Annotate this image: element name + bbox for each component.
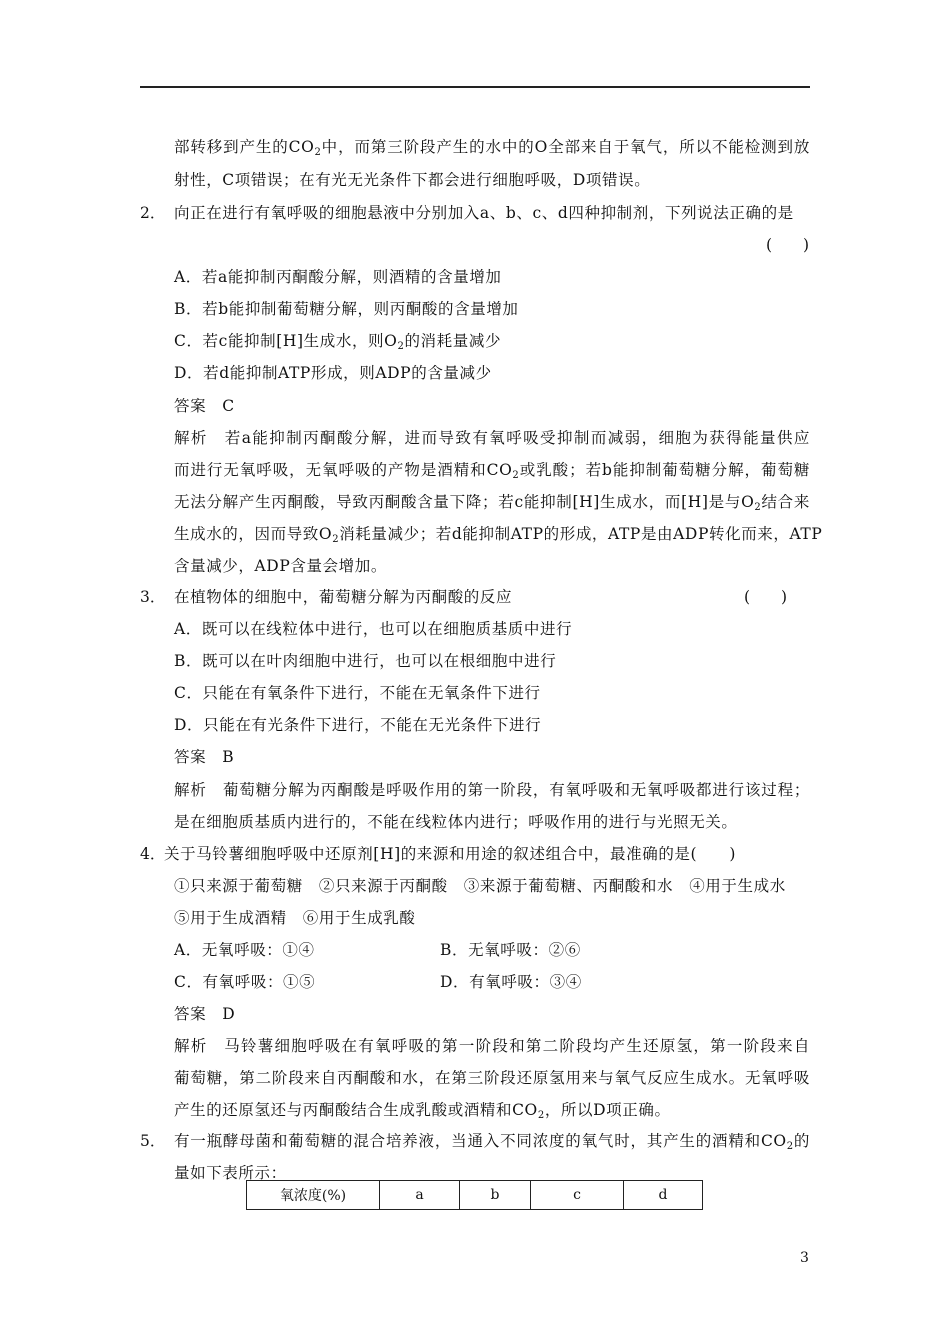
question-stem: 在植物体的细胞中，葡萄糖分解为丙酮酸的反应	[174, 588, 513, 606]
explanation-line: 产生的还原氢还与丙酮酸结合生成乳酸或酒精和$CO_2$，所以D项正确。	[174, 1101, 671, 1121]
option-c: C．有氧呼吸：①⑤	[174, 973, 316, 991]
option-b: B．若b能抑制葡萄糖分解，则丙酮酸的含量增加	[174, 300, 519, 318]
option-a: A．若a能抑制丙酮酸分解，则酒精的含量增加	[174, 268, 502, 286]
question-number: 2．	[140, 204, 166, 222]
option-d: D．只能在有光条件下进行，不能在无光条件下进行	[174, 716, 542, 734]
option-d: D．有氧呼吸：③④	[440, 973, 582, 991]
continuation-line-1: 部转移到产生的$CO_2$中，而第三阶段产生的水中的O全部来自于氧气，所以不能检测到放	[174, 138, 811, 158]
option-a: A．既可以在线粒体中进行，也可以在细胞质基质中进行	[174, 620, 573, 638]
continuation-line-2: 射性，C项错误；在有光无光条件下都会进行细胞呼吸，D项错误。	[174, 171, 651, 189]
question-number: 5．	[140, 1132, 166, 1150]
option-c: C．若c能抑制[H]生成水，则$O_2$的消耗量减少	[174, 332, 502, 352]
explanation-line: 葡萄糖，第二阶段来自丙酮酸和水，在第三阶段还原氢用来与氧气反应生成水。无氧呼吸	[174, 1069, 810, 1087]
explanation-line: 生成水的，因而导致$O_2$消耗量减少；若d能抑制ATP的形成，ATP是由ADP转化而来，ATP	[174, 525, 823, 545]
explanation-line: 而进行无氧呼吸，无氧呼吸的产物是酒精和$CO_2$或乳酸；若b能抑制葡萄糖分解，葡萄糖	[174, 461, 810, 481]
table-header-cell: c	[531, 1181, 624, 1210]
statement-items: ⑤用于生成酒精 ⑥用于生成乳酸	[174, 909, 416, 927]
answer-line: 答案 C	[174, 397, 235, 415]
option-a: A．无氧呼吸：①④	[174, 941, 315, 959]
question-stem: 关于马铃薯细胞呼吸中还原剂[H]的来源和用途的叙述组合中，最准确的是( )	[164, 845, 737, 863]
page-number: 3	[800, 1250, 809, 1266]
table-header-cell: 氧浓度(%)	[247, 1181, 380, 1210]
answer-bracket: ( )	[766, 236, 810, 254]
answer-line: 答案 D	[174, 1005, 236, 1023]
table-row	[247, 1181, 703, 1210]
statement-items: ①只来源于葡萄糖 ②只来源于丙酮酸 ③来源于葡萄糖、丙酮酸和水 ④用于生成水	[174, 877, 786, 895]
question-stem: 向正在进行有氧呼吸的细胞悬液中分别加入a、b、c、d四种抑制剂，下列说法正确的是	[174, 204, 794, 222]
explanation-line: 解析 若a能抑制丙酮酸分解，进而导致有氧呼吸受抑制而减弱，细胞为获得能量供应	[174, 429, 810, 447]
table-header-cell: b	[460, 1181, 531, 1210]
question-stem: 有一瓶酵母菌和葡萄糖的混合培养液，当通入不同浓度的氧气时，其产生的酒精和$CO_2$的	[174, 1132, 810, 1152]
explanation-line: 是在细胞质基质内进行的，不能在线粒体内进行；呼吸作用的进行与光照无关。	[174, 813, 738, 831]
option-d: D．若d能抑制ATP形成，则ADP的含量减少	[174, 364, 492, 382]
question-stem-continued: 量如下表所示：	[174, 1164, 287, 1182]
option-b: B．无氧呼吸：②⑥	[440, 941, 581, 959]
explanation-line: 无法分解产生丙酮酸，导致丙酮酸含量下降；若c能抑制[H]生成水，而[H]是与$O_2$结合来	[174, 493, 810, 513]
question-number: 4．	[140, 845, 166, 863]
table-header-cell: d	[624, 1181, 703, 1210]
explanation-line: 解析 葡萄糖分解为丙酮酸是呼吸作用的第一阶段，有氧呼吸和无氧呼吸都进行该过程；	[174, 781, 810, 799]
header-rule	[140, 86, 810, 88]
table-header-cell: a	[380, 1181, 460, 1210]
explanation-line: 含量减少，ADP含量会增加。	[174, 557, 387, 575]
question-number: 3．	[140, 588, 166, 606]
answer-line: 答案 B	[174, 748, 235, 766]
data-table	[246, 1180, 703, 1210]
option-c: C．只能在有氧条件下进行，不能在无氧条件下进行	[174, 684, 541, 702]
option-b: B．既可以在叶肉细胞中进行，也可以在根细胞中进行	[174, 652, 557, 670]
explanation-line: 解析 马铃薯细胞呼吸在有氧呼吸的第一阶段和第二阶段均产生还原氢，第一阶段来自	[174, 1037, 810, 1055]
answer-bracket: ( )	[744, 588, 788, 606]
